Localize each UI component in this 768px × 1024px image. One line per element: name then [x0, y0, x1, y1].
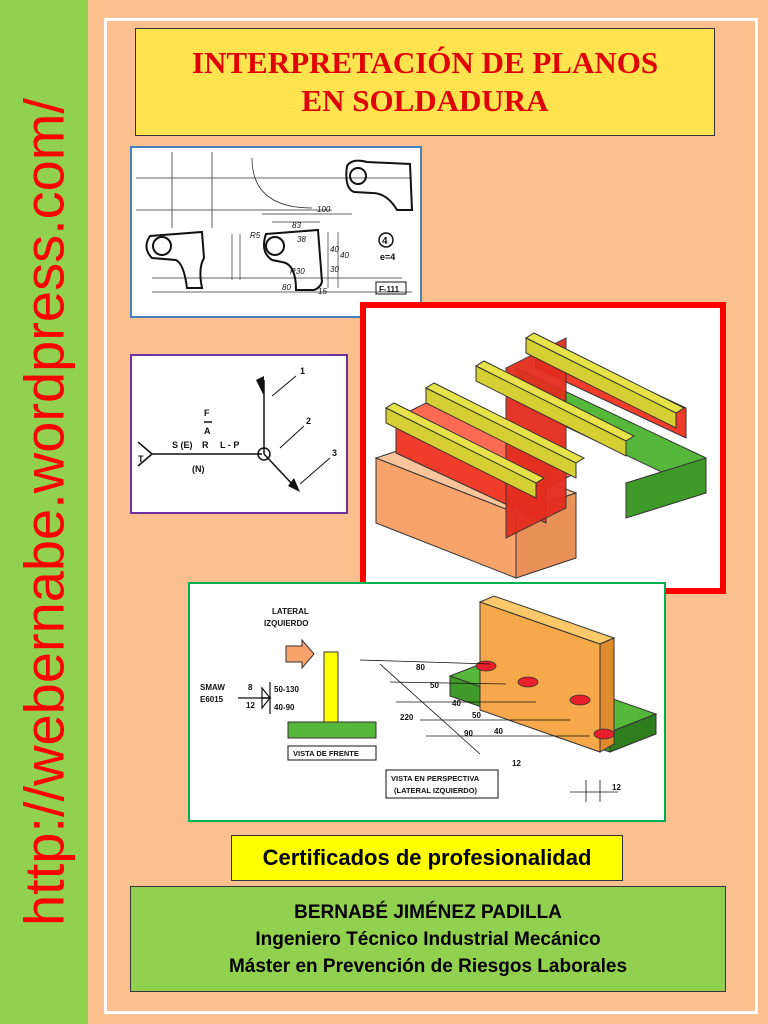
root-label: R: [202, 440, 209, 450]
author-title-1: Ingeniero Técnico Industrial Mecánico: [255, 928, 601, 950]
dim-80: 80: [282, 283, 291, 292]
dim-50a: 50: [430, 681, 439, 690]
izquierdo-label: IZQUIERDO: [264, 619, 309, 628]
technical-drawing: [132, 148, 420, 316]
perspective-line-1: VISTA EN PERSPECTIVA: [391, 774, 480, 783]
finish-label: F: [204, 408, 210, 418]
dim-40b: 40: [340, 251, 349, 260]
dim-90: 90: [464, 729, 473, 738]
arrow-label-3: 3: [332, 448, 338, 458]
front-view-label: VISTA DE FRENTE: [293, 749, 359, 758]
perspective-line-2: (LATERAL IZQUIERDO): [394, 786, 478, 795]
size-label: S (E): [172, 440, 193, 450]
arrow-label-1: 1: [300, 366, 306, 376]
sidebar: [0, 0, 88, 1024]
sidebar-url-text: http://webernabe.wordpress.com/: [12, 98, 76, 926]
dim-15: 15: [318, 287, 327, 296]
title-line-1: INTERPRETACIÓN DE PLANOS: [191, 45, 659, 80]
author-title-2: Máster en Prevención de Riesgos Laborales: [228, 955, 628, 977]
author-name: BERNABÉ JIMÉNEZ PADILLA: [294, 901, 562, 923]
isometric-beams: [366, 308, 720, 588]
dim-100: 100: [317, 205, 331, 214]
dim-83: 83: [292, 221, 301, 230]
dim-50b: 50: [472, 711, 481, 720]
dim-r5: R5: [250, 231, 261, 240]
arrow-label-2: 2: [306, 416, 312, 426]
tail-label: T: [138, 454, 144, 464]
dim-40a: 40: [452, 699, 461, 708]
smaw-label: SMAW: [200, 683, 225, 692]
certificate-box: [231, 835, 623, 881]
dim-r30: R30: [290, 267, 305, 276]
electrode-label: E6015: [200, 695, 224, 704]
dim-220: 220: [400, 713, 414, 722]
certificate-text: Certificados de profesionalidad: [262, 845, 592, 870]
number-label: (N): [192, 464, 205, 474]
angle-label: A: [204, 426, 211, 436]
dim-12-horizontal: 12: [612, 783, 621, 792]
title-box: [135, 28, 715, 136]
lateral-label: LATERAL: [272, 607, 309, 616]
thickness: e=4: [380, 252, 396, 262]
view-number: 4: [382, 236, 388, 247]
dim-30: 30: [330, 265, 339, 274]
weld-symbol-panel: [130, 354, 348, 514]
drawing-code: F-111: [379, 285, 400, 294]
dim-38: 38: [297, 235, 306, 244]
dim-40b: 40: [494, 727, 503, 736]
size-top: 8: [248, 683, 253, 692]
isometric-beams-panel: [360, 302, 726, 594]
pitch-top: 50-130: [274, 685, 299, 694]
dim-12-vertical: 12: [512, 759, 521, 768]
length-pitch-label: L - P: [220, 440, 240, 450]
weld-detail-panel: [188, 582, 666, 822]
dim-40a: 40: [330, 245, 339, 254]
dim-80: 80: [416, 663, 425, 672]
weld-detail-diagram: [190, 584, 664, 820]
title-line-2: EN SOLDADURA: [301, 83, 549, 118]
pitch-bottom: 40-90: [274, 703, 295, 712]
author-box: [130, 886, 726, 992]
technical-drawing-panel: [130, 146, 422, 318]
weld-symbol-diagram: [132, 356, 346, 512]
size-bottom: 12: [246, 701, 255, 710]
